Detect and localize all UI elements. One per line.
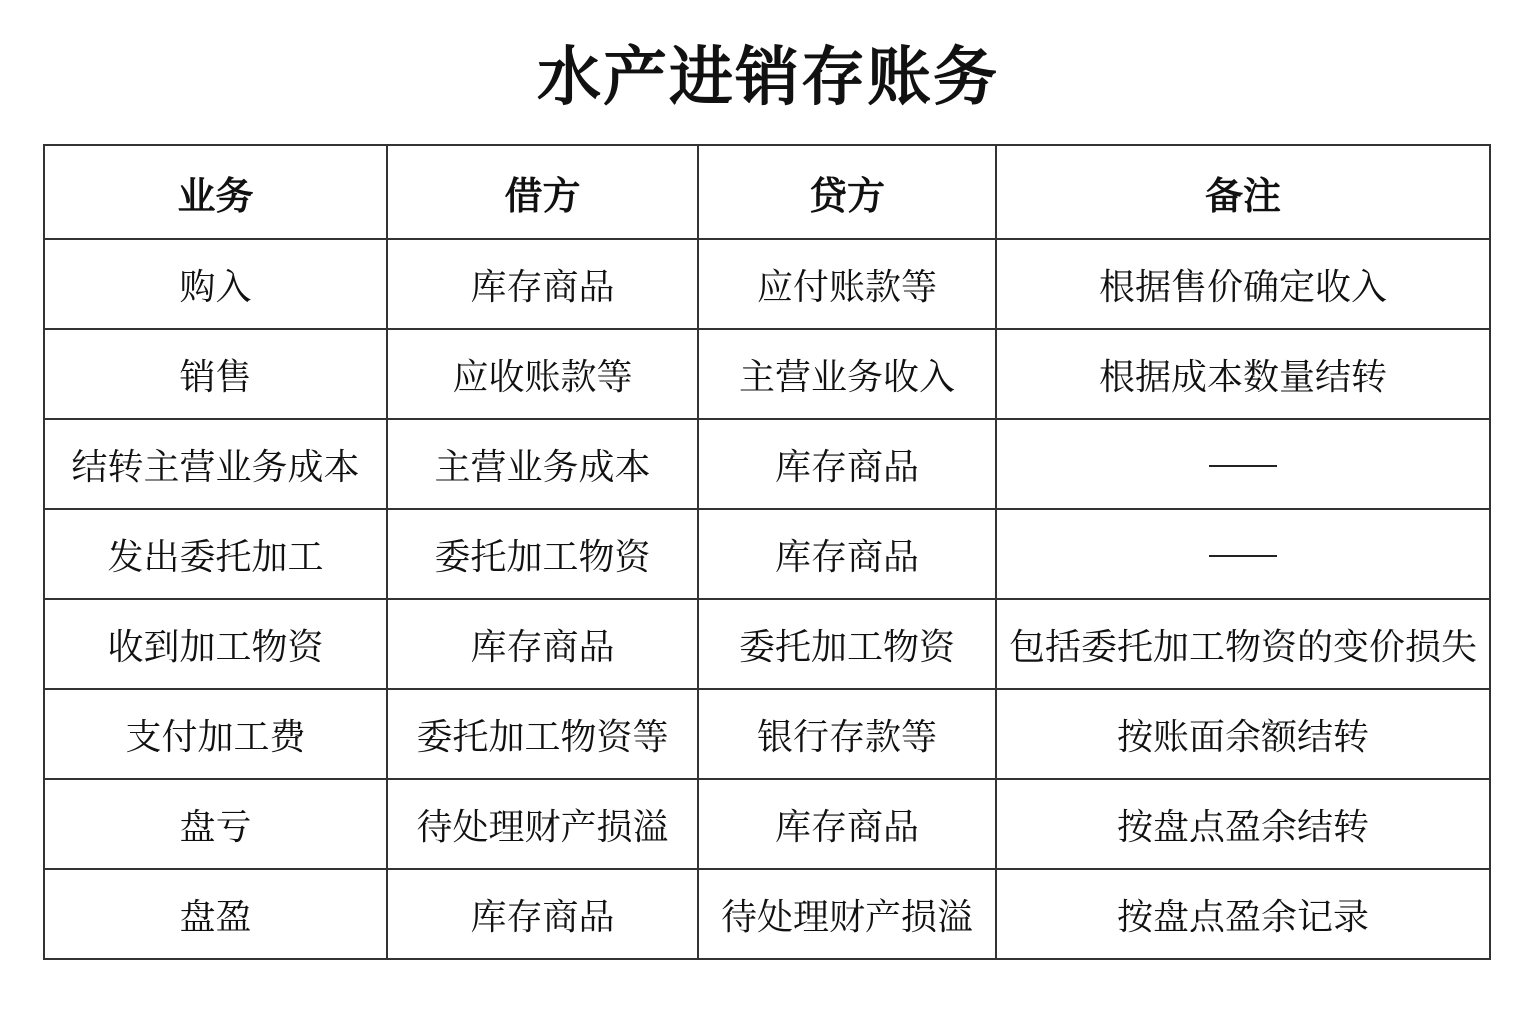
cell-debit: 委托加工物资等 — [387, 689, 698, 779]
cell-remark: 包括委托加工物资的变价损失 — [996, 599, 1490, 689]
table-row — [44, 779, 1490, 869]
cell-business: 发出委托加工 — [44, 509, 387, 599]
cell-credit: 应付账款等 — [698, 239, 996, 329]
cell-business: 盘亏 — [44, 779, 387, 869]
cell-credit: 库存商品 — [698, 419, 996, 509]
cell-credit: 委托加工物资 — [698, 599, 996, 689]
ledger-table — [43, 144, 1491, 960]
table-header-row — [44, 145, 1490, 239]
cell-debit: 应收账款等 — [387, 329, 698, 419]
table-row — [44, 419, 1490, 509]
header-remark: 备注 — [996, 145, 1490, 239]
header-business: 业务 — [44, 145, 387, 239]
page-title: 水产进销存账务 — [537, 41, 999, 115]
cell-debit: 主营业务成本 — [387, 419, 698, 509]
table-row — [44, 599, 1490, 689]
header-debit: 借方 — [387, 145, 698, 239]
cell-credit: 主营业务收入 — [698, 329, 996, 419]
cell-business: 销售 — [44, 329, 387, 419]
cell-credit: 银行存款等 — [698, 689, 996, 779]
cell-remark: 根据售价确定收入 — [996, 239, 1490, 329]
cell-credit: 待处理财产损溢 — [698, 869, 996, 959]
cell-debit: 库存商品 — [387, 869, 698, 959]
cell-business: 支付加工费 — [44, 689, 387, 779]
cell-remark — [996, 419, 1490, 509]
cell-debit: 库存商品 — [387, 599, 698, 689]
cell-business: 盘盈 — [44, 869, 387, 959]
cell-debit: 待处理财产损溢 — [387, 779, 698, 869]
cell-credit: 库存商品 — [698, 779, 996, 869]
table-row — [44, 329, 1490, 419]
cell-remark — [996, 509, 1490, 599]
cell-business: 购入 — [44, 239, 387, 329]
cell-remark: 按盘点盈余记录 — [996, 869, 1490, 959]
cell-business: 收到加工物资 — [44, 599, 387, 689]
table-row — [44, 689, 1490, 779]
table-row — [44, 509, 1490, 599]
cell-remark: 按账面余额结转 — [996, 689, 1490, 779]
empty-dash — [1209, 465, 1277, 467]
cell-remark: 根据成本数量结转 — [996, 329, 1490, 419]
cell-debit: 库存商品 — [387, 239, 698, 329]
cell-debit: 委托加工物资 — [387, 509, 698, 599]
empty-dash — [1209, 555, 1277, 557]
cell-credit: 库存商品 — [698, 509, 996, 599]
table-row — [44, 239, 1490, 329]
cell-business: 结转主营业务成本 — [44, 419, 387, 509]
cell-remark: 按盘点盈余结转 — [996, 779, 1490, 869]
header-credit: 贷方 — [698, 145, 996, 239]
table-row — [44, 869, 1490, 959]
